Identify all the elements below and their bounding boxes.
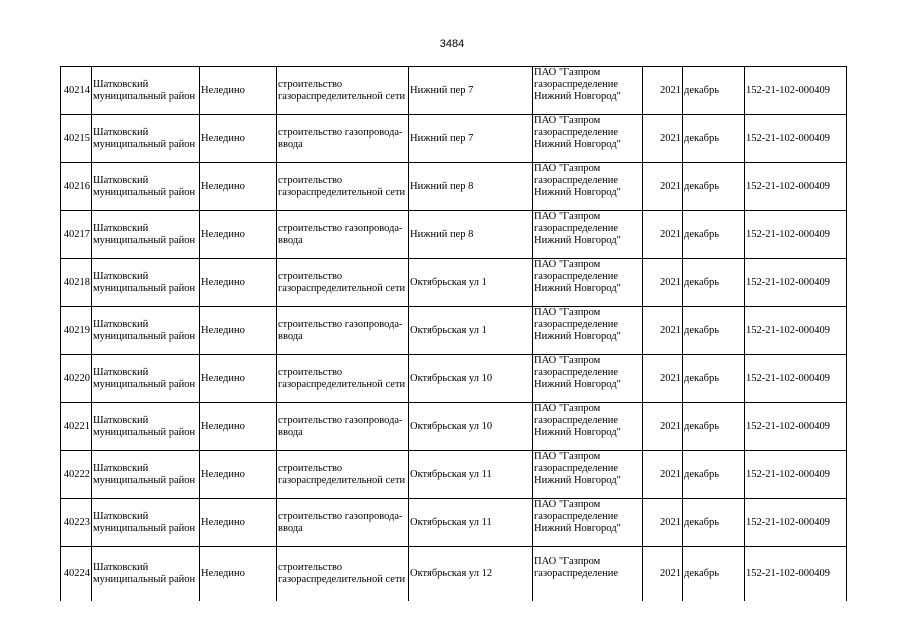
district-line: Шатковский	[93, 414, 149, 426]
month-cell: декабрь	[683, 211, 745, 259]
street-cell: Октябрьская ул 10	[409, 403, 533, 451]
organization-cell	[533, 451, 643, 499]
organization-line: ПАО "Газпром	[534, 67, 601, 78]
table-row	[61, 163, 847, 211]
organization-line: ПАО "Газпром	[534, 259, 601, 270]
organization-cell	[533, 163, 643, 211]
settlement-cell: Неледино	[200, 355, 277, 403]
work-type-line: ввода	[278, 138, 303, 150]
organization-line: ПАО "Газпром	[534, 307, 601, 318]
row-number: 40215	[61, 115, 92, 163]
work-type-cell	[277, 355, 409, 403]
street-cell: Октябрьская ул 10	[409, 355, 533, 403]
work-type-line: газораспределительной сети	[278, 282, 406, 294]
year-cell: 2021	[643, 451, 683, 499]
work-type-cell	[277, 499, 409, 547]
organization-line: Нижний Новгород"	[534, 235, 621, 246]
organization-line: газораспределение	[534, 367, 619, 378]
organization-line: газораспределение	[534, 511, 619, 522]
district-line: Шатковский	[93, 366, 149, 378]
district-cell	[92, 67, 200, 115]
work-type-line: строительство газопровода-	[278, 126, 403, 138]
work-type-cell	[277, 547, 409, 602]
table-body	[61, 67, 847, 602]
work-type-line: строительство	[278, 366, 343, 378]
organization-line: ПАО "Газпром	[534, 163, 601, 174]
settlement-cell: Неледино	[200, 547, 277, 602]
work-type-line: строительство газопровода-	[278, 414, 403, 426]
district-cell	[92, 355, 200, 403]
organization-line: газораспределение	[534, 319, 619, 330]
settlement-cell: Неледино	[200, 403, 277, 451]
district-line: муниципальный район	[93, 378, 196, 390]
settlement-cell: Неледино	[200, 67, 277, 115]
year-cell: 2021	[643, 259, 683, 307]
organization-line: Нижний Новгород"	[534, 331, 621, 342]
row-number: 40224	[61, 547, 92, 602]
code-cell: 152-21-102-000409	[745, 499, 847, 547]
settlement-cell: Неледино	[200, 115, 277, 163]
year-cell: 2021	[643, 403, 683, 451]
table-row	[61, 259, 847, 307]
organization-line: газораспределение	[534, 127, 619, 138]
district-line: Шатковский	[93, 174, 149, 186]
settlement-cell: Неледино	[200, 451, 277, 499]
row-number: 40222	[61, 451, 92, 499]
work-type-line: строительство газопровода-	[278, 222, 403, 234]
organization-line: Нижний Новгород"	[534, 91, 621, 102]
code-cell: 152-21-102-000409	[745, 115, 847, 163]
code-cell: 152-21-102-000409	[745, 547, 847, 602]
organization-cell	[533, 499, 643, 547]
work-type-line: строительство	[278, 562, 343, 573]
work-type-cell	[277, 451, 409, 499]
month-cell: декабрь	[683, 307, 745, 355]
work-type-line: строительство газопровода-	[278, 510, 403, 522]
code-cell: 152-21-102-000409	[745, 451, 847, 499]
organization-line: газораспределение	[534, 463, 619, 474]
month-cell: декабрь	[683, 451, 745, 499]
year-cell: 2021	[643, 163, 683, 211]
district-line: Шатковский	[93, 562, 149, 573]
row-number: 40217	[61, 211, 92, 259]
table-row	[61, 115, 847, 163]
district-line: Шатковский	[93, 270, 149, 282]
code-cell: 152-21-102-000409	[745, 163, 847, 211]
month-cell: декабрь	[683, 259, 745, 307]
street-cell: Нижний пер 7	[409, 115, 533, 163]
organization-line: газораспределение	[534, 415, 619, 426]
district-line: муниципальный район	[93, 90, 196, 102]
work-type-cell	[277, 307, 409, 355]
month-cell: декабрь	[683, 499, 745, 547]
organization-line: ПАО "Газпром	[534, 499, 601, 510]
work-type-cell	[277, 403, 409, 451]
work-type-cell	[277, 115, 409, 163]
work-type-line: газораспределительной сети	[278, 186, 406, 198]
street-cell: Нижний пер 8	[409, 211, 533, 259]
district-line: муниципальный район	[93, 282, 196, 294]
settlement-cell: Неледино	[200, 259, 277, 307]
table-row	[61, 211, 847, 259]
table-row	[61, 499, 847, 547]
organization-line: Нижний Новгород"	[534, 523, 621, 534]
month-cell: декабрь	[683, 403, 745, 451]
organization-line: ПАО "Газпром	[534, 403, 601, 414]
organization-cell	[533, 355, 643, 403]
work-type-cell	[277, 67, 409, 115]
district-cell	[92, 451, 200, 499]
work-type-line: газораспределительной сети	[278, 378, 406, 390]
row-number: 40220	[61, 355, 92, 403]
work-type-line: ввода	[278, 522, 303, 534]
district-line: Шатковский	[93, 78, 149, 90]
street-cell: Октябрьская ул 1	[409, 307, 533, 355]
table-row	[61, 403, 847, 451]
organization-cell	[533, 547, 643, 602]
organization-cell	[533, 211, 643, 259]
work-type-line: газораспределительной сети	[278, 90, 406, 102]
code-cell: 152-21-102-000409	[745, 403, 847, 451]
district-cell	[92, 403, 200, 451]
settlement-cell: Неледино	[200, 307, 277, 355]
organization-line: газораспределение	[534, 223, 619, 234]
district-cell	[92, 499, 200, 547]
month-cell: декабрь	[683, 67, 745, 115]
organization-line: Нижний Новгород"	[534, 427, 621, 438]
organization-line: Нижний Новгород"	[534, 475, 621, 486]
street-cell: Октябрьская ул 1	[409, 259, 533, 307]
district-line: Шатковский	[93, 462, 149, 474]
district-cell	[92, 211, 200, 259]
organization-line: ПАО "Газпром	[534, 556, 601, 567]
work-type-line: строительство	[278, 270, 343, 282]
street-cell: Нижний пер 7	[409, 67, 533, 115]
district-line: муниципальный район	[93, 186, 196, 198]
settlement-cell: Неледино	[200, 163, 277, 211]
settlement-cell: Неледино	[200, 499, 277, 547]
organization-line: ПАО "Газпром	[534, 451, 601, 462]
year-cell: 2021	[643, 355, 683, 403]
code-cell: 152-21-102-000409	[745, 259, 847, 307]
district-line: муниципальный район	[93, 330, 196, 342]
code-cell: 152-21-102-000409	[745, 355, 847, 403]
row-number: 40218	[61, 259, 92, 307]
table-row	[61, 307, 847, 355]
year-cell: 2021	[643, 211, 683, 259]
row-number: 40223	[61, 499, 92, 547]
work-type-line: строительство	[278, 174, 343, 186]
district-line: муниципальный район	[93, 138, 196, 150]
street-cell: Октябрьская ул 12	[409, 547, 533, 602]
district-cell	[92, 259, 200, 307]
work-type-line: газораспределительной сети	[278, 474, 406, 486]
work-type-cell	[277, 163, 409, 211]
year-cell: 2021	[643, 115, 683, 163]
district-cell	[92, 115, 200, 163]
month-cell: декабрь	[683, 163, 745, 211]
row-number: 40219	[61, 307, 92, 355]
district-line: муниципальный район	[93, 426, 196, 438]
settlement-cell: Неледино	[200, 211, 277, 259]
code-cell: 152-21-102-000409	[745, 307, 847, 355]
organization-cell	[533, 67, 643, 115]
organization-line: газораспределение	[534, 568, 619, 579]
street-cell: Октябрьская ул 11	[409, 451, 533, 499]
month-cell: декабрь	[683, 355, 745, 403]
district-line: Шатковский	[93, 126, 149, 138]
district-line: муниципальный район	[93, 522, 196, 534]
district-cell	[92, 163, 200, 211]
work-type-line: ввода	[278, 330, 303, 342]
organization-line: ПАО "Газпром	[534, 211, 601, 222]
work-type-line: газораспределительной сети	[278, 574, 406, 585]
district-line: муниципальный район	[93, 574, 196, 585]
district-line: Шатковский	[93, 222, 149, 234]
work-type-line: ввода	[278, 426, 303, 438]
organization-line: газораспределение	[534, 79, 619, 90]
organization-line: Нижний Новгород"	[534, 139, 621, 150]
district-line: Шатковский	[93, 318, 149, 330]
district-cell	[92, 307, 200, 355]
month-cell: декабрь	[683, 115, 745, 163]
registry-table	[60, 66, 847, 601]
work-type-line: ввода	[278, 234, 303, 246]
organization-line: ПАО "Газпром	[534, 115, 601, 126]
year-cell: 2021	[643, 499, 683, 547]
year-cell: 2021	[643, 307, 683, 355]
organization-cell	[533, 259, 643, 307]
page-number: 3484	[439, 38, 465, 50]
table-row	[61, 67, 847, 115]
year-cell: 2021	[643, 67, 683, 115]
row-number: 40216	[61, 163, 92, 211]
organization-line: Нижний Новгород"	[534, 283, 621, 294]
work-type-cell	[277, 211, 409, 259]
row-number: 40221	[61, 403, 92, 451]
district-line: Шатковский	[93, 510, 149, 522]
table-row	[61, 355, 847, 403]
organization-cell	[533, 115, 643, 163]
work-type-line: строительство	[278, 78, 343, 90]
table-row	[61, 451, 847, 499]
street-cell: Октябрьская ул 11	[409, 499, 533, 547]
table-row	[61, 547, 847, 602]
year-cell: 2021	[643, 547, 683, 602]
district-line: муниципальный район	[93, 234, 196, 246]
row-number: 40214	[61, 67, 92, 115]
organization-line: газораспределение	[534, 271, 619, 282]
organization-line: ПАО "Газпром	[534, 355, 601, 366]
district-line: муниципальный район	[93, 474, 196, 486]
work-type-line: строительство газопровода-	[278, 318, 403, 330]
month-cell: декабрь	[683, 547, 745, 602]
street-cell: Нижний пер 8	[409, 163, 533, 211]
organization-cell	[533, 403, 643, 451]
organization-line: Нижний Новгород"	[534, 379, 621, 390]
code-cell: 152-21-102-000409	[745, 67, 847, 115]
work-type-line: строительство	[278, 462, 343, 474]
organization-line: газораспределение	[534, 175, 619, 186]
work-type-cell	[277, 259, 409, 307]
organization-cell	[533, 307, 643, 355]
organization-line: Нижний Новгород"	[534, 187, 621, 198]
code-cell: 152-21-102-000409	[745, 211, 847, 259]
district-cell	[92, 547, 200, 602]
